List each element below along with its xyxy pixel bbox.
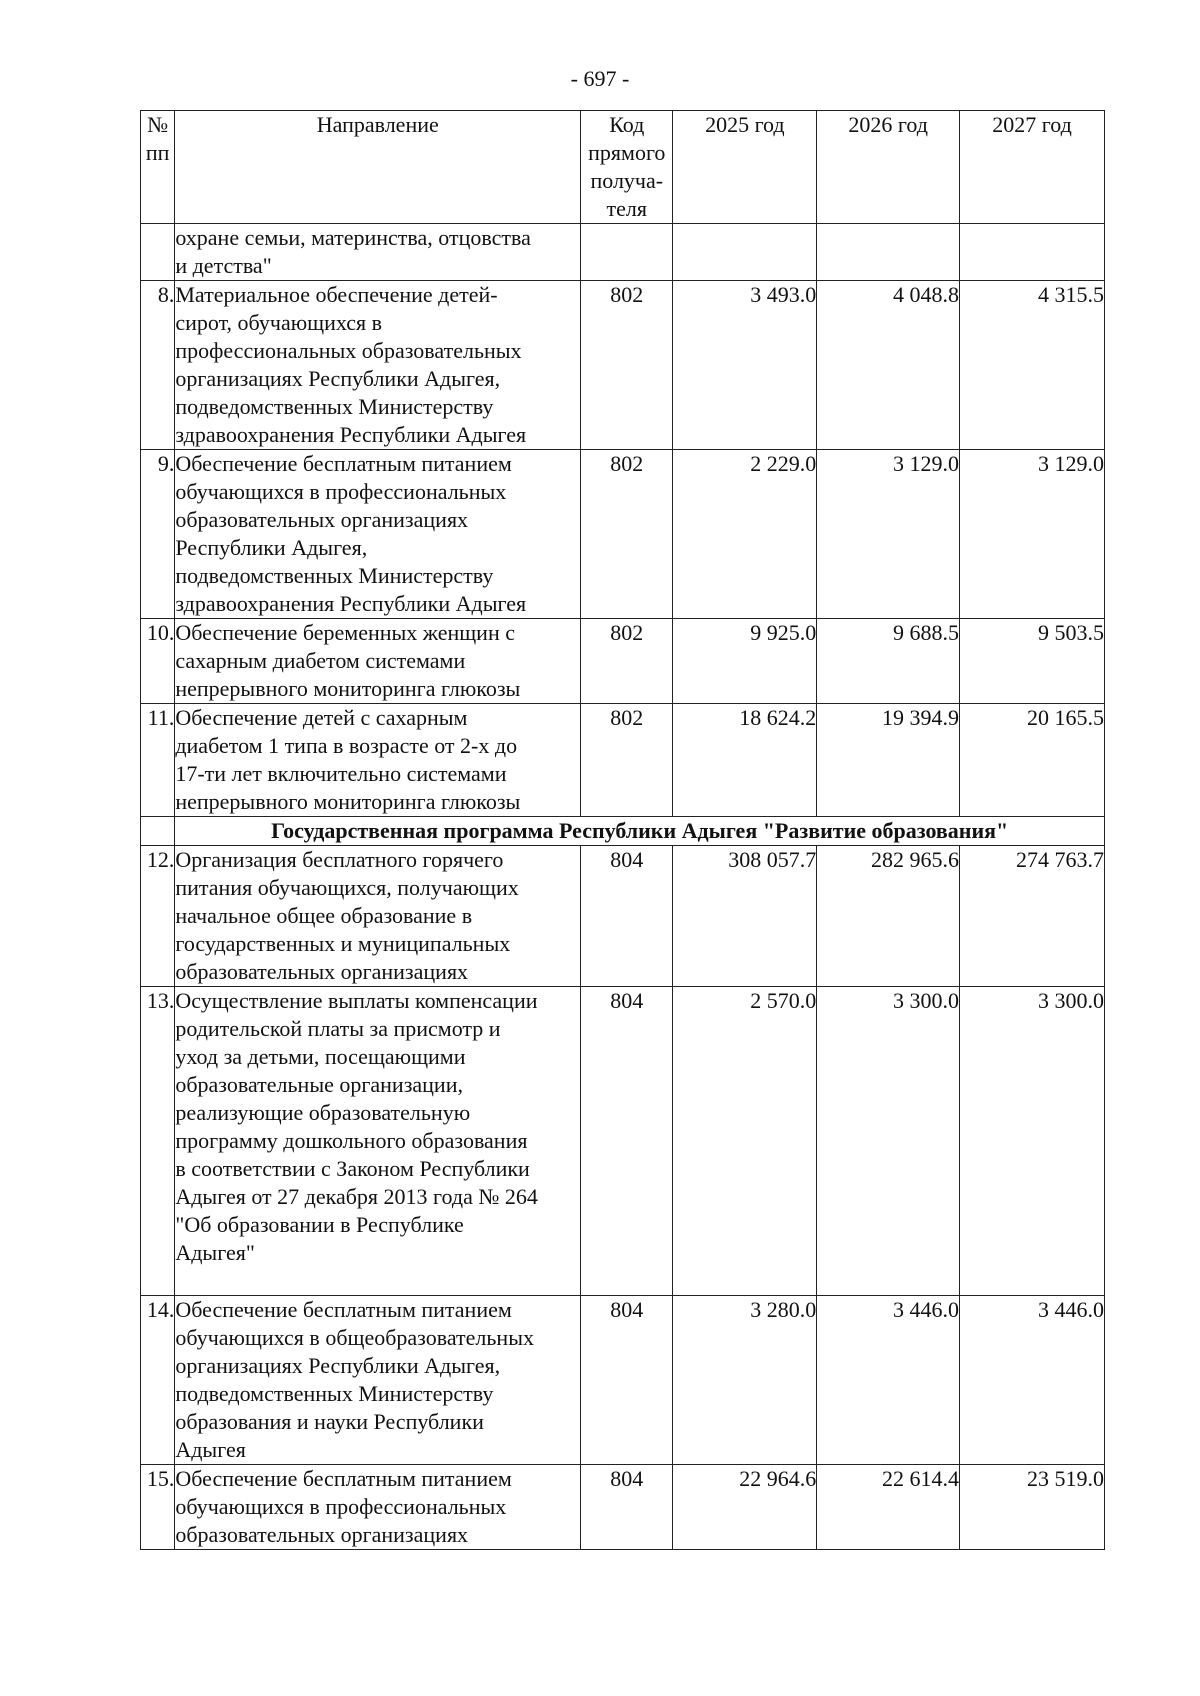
table-row — [141, 281, 1105, 450]
row-direction-cell — [175, 846, 581, 987]
row-value-2025: 2 570.0 — [673, 987, 817, 1296]
row-value-2026: 3 446.0 — [817, 1296, 960, 1465]
direction-line: Республики Адыгея, — [175, 535, 368, 560]
direction-line: Материальное обеспечение детей- — [175, 282, 498, 307]
row-code-cell: 802 — [581, 619, 673, 704]
header-code-line: получа- — [590, 168, 664, 193]
direction-line: образовательные организации, — [175, 1072, 463, 1097]
direction-line: профессиональных образовательных — [175, 338, 522, 363]
direction-line: образования и науки Республики — [175, 1409, 484, 1434]
row-number-cell: 12. — [141, 846, 175, 987]
row-value-2025: 18 624.2 — [673, 704, 817, 817]
row-value-2026: 3 129.0 — [817, 450, 960, 619]
row-value-2027: 3 300.0 — [960, 987, 1105, 1296]
direction-line: Осуществление выплаты компенсации — [175, 988, 538, 1013]
row-value-2025: 9 925.0 — [673, 619, 817, 704]
direction-line: здравоохранения Республики Адыгея — [175, 591, 527, 616]
table-row — [141, 1465, 1105, 1550]
page-number: - 697 - — [570, 66, 630, 91]
header-recipient-code — [581, 111, 673, 224]
section-row — [141, 817, 1105, 846]
continuation-row — [141, 224, 1105, 281]
row-number-cell: 14. — [141, 1296, 175, 1465]
direction-line: Обеспечение бесплатным питанием — [175, 1297, 512, 1322]
header-code-line: Код — [609, 112, 645, 137]
row-value-2025: 22 964.6 — [673, 1465, 817, 1550]
direction-line: обучающихся в профессиональных — [175, 1494, 507, 1519]
direction-line: питания обучающихся, получающих — [175, 875, 519, 900]
row-direction-cell — [175, 450, 581, 619]
direction-line: организациях Республики Адыгея, — [175, 1353, 501, 1378]
row-value-2026: 22 614.4 — [817, 1465, 960, 1550]
row-number-cell: 13. — [141, 987, 175, 1296]
row-code-cell: 804 — [581, 846, 673, 987]
row-number-cell: 8. — [141, 281, 175, 450]
direction-line: образовательных организациях — [175, 507, 469, 532]
direction-line: сахарным диабетом системами — [175, 648, 466, 673]
direction-line: подведомственных Министерству — [175, 1381, 494, 1406]
row-direction-cell — [175, 1296, 581, 1465]
direction-line: Адыгея" — [175, 1240, 255, 1265]
direction-line: организациях Республики Адыгея, — [175, 366, 501, 391]
row-direction-cell — [175, 281, 581, 450]
row-number-cell: 10. — [141, 619, 175, 704]
continuation-2026-cell — [817, 224, 960, 281]
direction-line: Организация бесплатного горячего — [175, 847, 504, 872]
table-row — [141, 987, 1105, 1296]
row-code-cell: 804 — [581, 987, 673, 1296]
direction-line: "Об образовании в Республике — [175, 1212, 464, 1237]
header-number-line: № — [147, 112, 169, 137]
budget-table — [140, 110, 1105, 1550]
section-number-cell — [141, 817, 175, 846]
direction-line: Адыгея от 27 декабря 2013 года № 264 — [175, 1184, 538, 1209]
row-value-2027: 3 446.0 — [960, 1296, 1105, 1465]
direction-line: родительской платы за присмотр и — [175, 1016, 501, 1041]
row-code-cell: 802 — [581, 281, 673, 450]
header-year-2025: 2025 год — [673, 111, 817, 224]
direction-line: в соответствии с Законом Республики — [175, 1156, 530, 1181]
table-row — [141, 704, 1105, 817]
continuation-code-cell — [581, 224, 673, 281]
row-value-2027: 3 129.0 — [960, 450, 1105, 619]
row-value-2025: 2 229.0 — [673, 450, 817, 619]
direction-line: сирот, обучающихся в — [175, 310, 383, 335]
row-value-2025: 308 057.7 — [673, 846, 817, 987]
row-value-2026: 3 300.0 — [817, 987, 960, 1296]
header-code-line: прямого — [588, 140, 666, 165]
row-direction-cell — [175, 987, 581, 1296]
direction-line: начальное общее образование в — [175, 903, 473, 928]
direction-line: Обеспечение бесплатным питанием — [175, 451, 512, 476]
continuation-direction-cell — [175, 224, 581, 281]
row-number-cell: 11. — [141, 704, 175, 817]
direction-line: подведомственных Министерству — [175, 394, 494, 419]
header-direction: Направление — [175, 111, 581, 224]
header-code-line: теля — [606, 196, 648, 221]
direction-line: Обеспечение бесплатным питанием — [175, 1466, 512, 1491]
direction-line: непрерывного мониторинга глюкозы — [175, 676, 521, 701]
header-number — [141, 111, 175, 224]
continuation-number-cell — [141, 224, 175, 281]
row-value-2027: 20 165.5 — [960, 704, 1105, 817]
direction-line: 17-ти лет включительно системами — [175, 761, 507, 786]
row-number-cell: 15. — [141, 1465, 175, 1550]
direction-line: охране семьи, материнства, отцовства — [175, 225, 531, 250]
direction-spacer — [175, 1267, 580, 1295]
table-header-row — [141, 111, 1105, 224]
row-direction-cell — [175, 704, 581, 817]
row-direction-cell — [175, 619, 581, 704]
row-value-2026: 9 688.5 — [817, 619, 960, 704]
row-number-cell: 9. — [141, 450, 175, 619]
direction-line: непрерывного мониторинга глюкозы — [175, 789, 521, 814]
row-direction-cell — [175, 1465, 581, 1550]
row-value-2027: 274 763.7 — [960, 846, 1105, 987]
section-title: Государственная программа Республики Адыгея "Развитие образования" — [175, 817, 1105, 846]
table-row — [141, 1296, 1105, 1465]
direction-line: уход за детьми, посещающими — [175, 1044, 466, 1069]
direction-line: обучающихся в профессиональных — [175, 479, 507, 504]
direction-line: и детства" — [175, 253, 272, 278]
row-value-2026: 282 965.6 — [817, 846, 960, 987]
row-code-cell: 802 — [581, 450, 673, 619]
direction-line: государственных и муниципальных — [175, 931, 511, 956]
row-value-2026: 4 048.8 — [817, 281, 960, 450]
direction-line: образовательных организациях — [175, 959, 469, 984]
direction-line: диабетом 1 типа в возрасте от 2-х до — [175, 733, 518, 758]
direction-line: Обеспечение беременных женщин с — [175, 620, 515, 645]
direction-line: Адыгея — [175, 1437, 246, 1462]
direction-line: реализующие образовательную — [175, 1100, 471, 1125]
table-row — [141, 846, 1105, 987]
row-code-cell: 804 — [581, 1296, 673, 1465]
row-code-cell: 804 — [581, 1465, 673, 1550]
header-year-2026: 2026 год — [817, 111, 960, 224]
direction-line: подведомственных Министерству — [175, 563, 494, 588]
continuation-2025-cell — [673, 224, 817, 281]
table-row — [141, 450, 1105, 619]
direction-line: Обеспечение детей с сахарным — [175, 705, 468, 730]
header-year-2027: 2027 год — [960, 111, 1105, 224]
row-value-2025: 3 493.0 — [673, 281, 817, 450]
header-number-line: пп — [145, 140, 170, 165]
row-code-cell: 802 — [581, 704, 673, 817]
row-value-2027: 9 503.5 — [960, 619, 1105, 704]
table-row — [141, 619, 1105, 704]
row-value-2027: 4 315.5 — [960, 281, 1105, 450]
direction-line: здравоохранения Республики Адыгея — [175, 422, 527, 447]
direction-line: образовательных организациях — [175, 1522, 469, 1547]
row-value-2027: 23 519.0 — [960, 1465, 1105, 1550]
row-value-2025: 3 280.0 — [673, 1296, 817, 1465]
continuation-2027-cell — [960, 224, 1105, 281]
row-value-2026: 19 394.9 — [817, 704, 960, 817]
direction-line: программу дошкольного образования — [175, 1128, 528, 1153]
direction-line: обучающихся в общеобразовательных — [175, 1325, 534, 1350]
